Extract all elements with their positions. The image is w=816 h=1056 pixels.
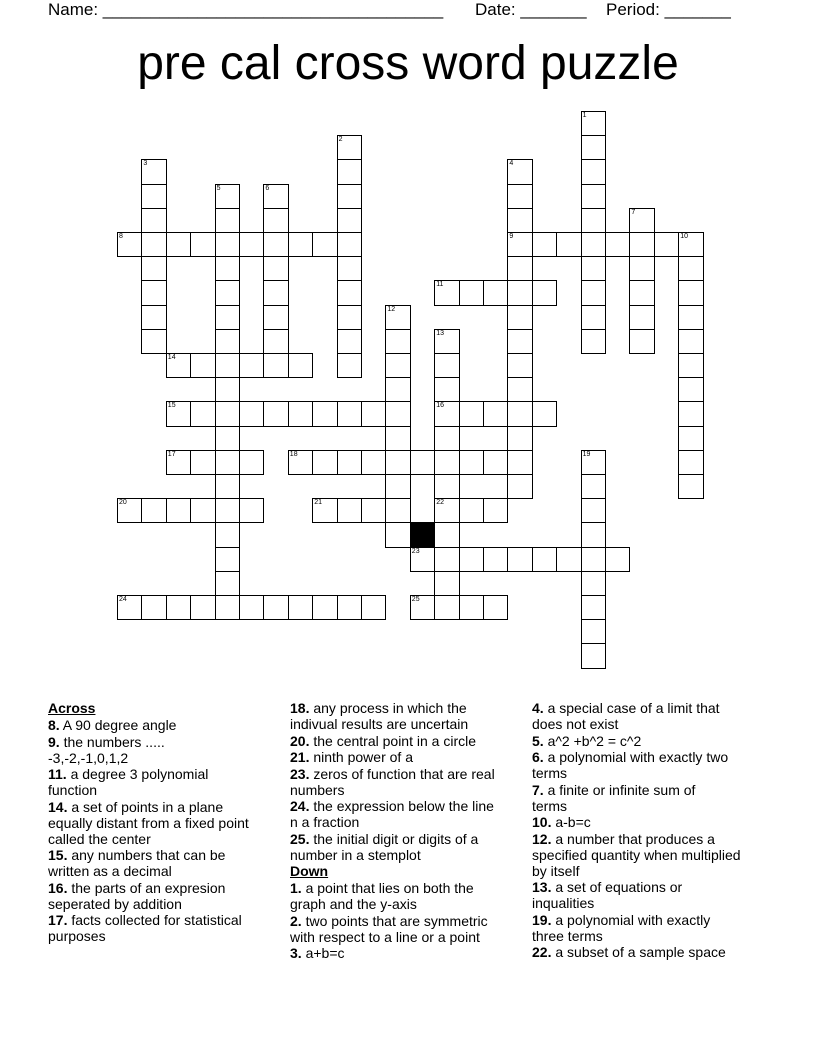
grid-cell[interactable] (361, 498, 386, 523)
clue-item (48, 734, 278, 766)
clue-number-label: 6 (265, 184, 270, 192)
grid-cell[interactable] (532, 232, 557, 257)
clue-item (532, 944, 772, 960)
grid-cell[interactable] (605, 232, 630, 257)
grid-cell[interactable] (312, 232, 337, 257)
grid-cell[interactable] (507, 401, 532, 426)
grid-cell[interactable] (385, 329, 410, 354)
grid-cell[interactable] (507, 280, 532, 305)
grid-cell[interactable] (337, 353, 362, 378)
clue-number-label: 23 (411, 547, 420, 555)
grid-cell[interactable] (215, 474, 240, 499)
grid-cell[interactable] (629, 280, 654, 305)
grid-cell[interactable] (459, 498, 484, 523)
grid-cell[interactable] (581, 305, 606, 330)
grid-cell[interactable] (410, 450, 435, 475)
grid-cell[interactable] (434, 571, 459, 596)
clue-number: 25. (290, 830, 310, 847)
clue-number-label: 12 (387, 305, 396, 313)
clue-number-label: 1 (582, 112, 587, 119)
clue-number-label: 25 (411, 596, 420, 603)
grid-cell[interactable] (507, 377, 532, 402)
grid-cell[interactable] (263, 184, 288, 209)
clue-text: any numbers that can be written as a decimal (48, 847, 226, 879)
grid-cell[interactable] (385, 450, 410, 475)
clue-text: a point that lies on both the graph and the y-axis (290, 880, 474, 912)
clue-number-label: 15 (167, 402, 176, 410)
grid-cell[interactable] (581, 498, 606, 523)
clue-number-label: 8 (119, 233, 123, 240)
grid-cell[interactable] (337, 305, 362, 330)
clues-column-2 (290, 700, 520, 962)
clue-number: 11. (48, 766, 67, 782)
grid-cell[interactable] (434, 522, 459, 547)
grid-cell[interactable] (581, 184, 606, 209)
grid-cell[interactable] (507, 159, 532, 184)
clue-item (290, 913, 520, 945)
grid-cell[interactable] (215, 571, 240, 596)
grid-cell[interactable] (312, 595, 337, 620)
grid-cell[interactable] (166, 450, 191, 475)
grid-cell[interactable] (629, 305, 654, 330)
grid-cell[interactable] (215, 208, 240, 233)
grid-cell[interactable] (190, 450, 215, 475)
grid-cell[interactable] (239, 595, 264, 620)
grid-cell[interactable] (459, 280, 484, 305)
clue-item (290, 880, 520, 912)
grid-cell[interactable] (337, 159, 362, 184)
clue-text: a set of equations or inqualities (532, 879, 683, 911)
grid-cell[interactable] (507, 184, 532, 209)
grid-cell[interactable] (459, 547, 484, 572)
clue-number: 16. (48, 879, 68, 896)
clue-number: 22. (532, 944, 552, 960)
clue-number: 3. (290, 945, 302, 961)
grid-cell[interactable] (263, 329, 288, 354)
clue-number-label: 2 (338, 136, 343, 144)
grid-cell[interactable] (312, 498, 337, 523)
clue-item (290, 831, 520, 863)
clue-number-label: 9 (509, 233, 514, 240)
clue-number-label: 11 (436, 281, 444, 289)
grid-cell[interactable] (288, 232, 313, 257)
grid-cell[interactable] (141, 280, 166, 305)
grid-cell[interactable] (483, 498, 508, 523)
clue-number-label: 21 (314, 499, 322, 507)
grid-cell[interactable] (337, 232, 362, 257)
clue-number-label: 5 (216, 184, 221, 192)
grid-cell[interactable] (288, 450, 313, 475)
grid-cell[interactable] (410, 547, 435, 572)
grid-cell[interactable] (337, 184, 362, 209)
grid-cell[interactable] (215, 280, 240, 305)
clue-item (532, 831, 772, 879)
clue-text: a-b=c (551, 814, 591, 830)
grid-cell[interactable] (215, 401, 240, 426)
grid-cell[interactable] (629, 329, 654, 354)
grid-cell[interactable] (556, 547, 581, 572)
clue-item (48, 766, 278, 798)
grid-cell[interactable] (239, 232, 264, 257)
grid-cell[interactable] (337, 256, 362, 281)
clue-number-label: 10 (680, 233, 688, 240)
grid-cell[interactable] (215, 547, 240, 572)
grid-cell[interactable] (385, 377, 410, 402)
clue-item (532, 782, 772, 814)
clue-item (48, 912, 278, 944)
grid-cell[interactable] (434, 377, 459, 402)
grid-cell[interactable] (385, 522, 410, 547)
grid-cell[interactable] (263, 353, 288, 378)
grid-cell[interactable] (337, 498, 362, 523)
grid-cell[interactable] (312, 450, 337, 475)
grid-cell[interactable] (141, 159, 166, 184)
grid-cell[interactable] (483, 547, 508, 572)
grid-cell[interactable] (337, 135, 362, 160)
grid-cell[interactable] (361, 401, 386, 426)
clue-text: the parts of an expresion seperated by addition (48, 879, 226, 912)
clue-number-label: 19 (582, 450, 591, 458)
grid-cell[interactable] (459, 401, 484, 426)
clue-number: 2. (290, 912, 302, 929)
grid-cell[interactable] (507, 450, 532, 475)
clue-number: 20. (290, 732, 310, 749)
grid-cell[interactable] (581, 232, 606, 257)
grid-cell[interactable] (507, 232, 532, 257)
clue-text: A 90 degree angle (59, 717, 177, 733)
clues-column-1 (48, 700, 278, 945)
grid-cell[interactable] (678, 401, 703, 426)
grid-cell[interactable] (190, 595, 215, 620)
grid-cell[interactable] (166, 595, 191, 620)
clue-item (532, 749, 772, 781)
grid-cell[interactable] (581, 135, 606, 160)
grid-cell[interactable] (385, 474, 410, 499)
grid-cell[interactable] (288, 595, 313, 620)
grid-cell[interactable] (678, 450, 703, 475)
grid-cell[interactable] (483, 595, 508, 620)
clue-text: the central point in a circle (309, 732, 476, 749)
clue-text: a special case of a limit that does not exist (532, 700, 720, 732)
grid-cell[interactable] (215, 377, 240, 402)
clue-item (290, 749, 520, 765)
clue-number: 8. (48, 717, 60, 733)
grid-cell[interactable] (483, 401, 508, 426)
grid-cell[interactable] (434, 329, 459, 354)
grid-cell[interactable] (263, 401, 288, 426)
down-heading: Down (290, 863, 329, 879)
grid-cell[interactable] (239, 401, 264, 426)
grid-cell[interactable] (507, 426, 532, 451)
clue-text: the numbers ..... -3,-2,-1,0,1,2 (48, 733, 165, 766)
grid-cell[interactable] (337, 595, 362, 620)
clue-number-label: 4 (509, 160, 514, 168)
grid-cell[interactable] (678, 256, 703, 281)
grid-cell[interactable] (434, 401, 459, 426)
clue-number-label: 3 (143, 160, 148, 168)
clue-text: a subset of a sample space (551, 944, 726, 960)
clue-text: a set of points in a plane equally distant from a fixed point called the center (48, 798, 249, 847)
clue-number: 10. (532, 814, 552, 830)
clue-number: 9. (48, 733, 60, 750)
clue-item (48, 717, 278, 733)
clue-item (48, 847, 278, 879)
clue-number-label: 22 (436, 499, 444, 507)
clue-number: 13. (532, 879, 552, 895)
clue-number-label: 20 (119, 499, 127, 507)
grid-cell[interactable] (215, 256, 240, 281)
clue-number: 18. (290, 700, 310, 716)
grid-cell[interactable] (141, 498, 166, 523)
grid-cell[interactable] (263, 232, 288, 257)
clue-item (532, 700, 772, 732)
clue-number: 24. (290, 798, 310, 814)
clue-text: two points that are symmetric with respect to a line or a point (290, 912, 488, 945)
grid-cell[interactable] (312, 401, 337, 426)
grid-cell[interactable] (361, 595, 386, 620)
clue-item (532, 814, 772, 830)
grid-cell[interactable] (581, 256, 606, 281)
grid-cell[interactable] (190, 498, 215, 523)
grid-cell[interactable] (678, 377, 703, 402)
grid-cell[interactable] (581, 522, 606, 547)
clue-item (290, 733, 520, 749)
clue-item (48, 799, 278, 847)
grid-cell[interactable] (678, 305, 703, 330)
grid-cell[interactable] (215, 353, 240, 378)
clue-number: 15. (48, 847, 68, 863)
grid-cell[interactable] (581, 571, 606, 596)
grid-cell[interactable] (385, 401, 410, 426)
grid-cell[interactable] (215, 522, 240, 547)
grid-cell[interactable] (629, 208, 654, 233)
grid-cell[interactable] (483, 450, 508, 475)
grid-cell[interactable] (678, 329, 703, 354)
grid-cell[interactable] (678, 426, 703, 451)
grid-cell[interactable] (410, 595, 435, 620)
date-field[interactable]: Date: _______ (475, 0, 587, 19)
grid-cell[interactable] (288, 401, 313, 426)
grid-cell[interactable] (166, 498, 191, 523)
clue-text: a polynomial with exactly three terms (532, 911, 711, 944)
clue-text: a polynomial with exactly two terms (532, 749, 729, 781)
grid-cell[interactable] (459, 595, 484, 620)
grid-cell[interactable] (337, 280, 362, 305)
grid-cell[interactable] (678, 232, 703, 257)
clue-number: 6. (532, 749, 544, 765)
clue-number-label: 18 (289, 450, 298, 458)
clue-number: 23. (290, 765, 310, 782)
grid-cell[interactable] (507, 256, 532, 281)
grid-cell[interactable] (141, 256, 166, 281)
grid-cell[interactable] (483, 280, 508, 305)
clues-column-3 (532, 700, 772, 961)
grid-cell[interactable] (385, 353, 410, 378)
clue-number: 4. (532, 700, 544, 716)
grid-cell[interactable] (581, 619, 606, 644)
grid-cell[interactable] (532, 280, 557, 305)
clue-item (532, 733, 772, 749)
grid-cell[interactable] (581, 450, 606, 475)
across-heading: Across (48, 700, 96, 716)
clue-number: 1. (290, 880, 302, 896)
grid-cell[interactable] (141, 208, 166, 233)
grid-cell[interactable] (581, 595, 606, 620)
clue-number: 12. (532, 830, 552, 847)
clue-text: zeros of function that are real numbers (290, 765, 495, 798)
grid-cell[interactable] (141, 329, 166, 354)
black-square (410, 522, 435, 547)
clue-number-label: 16 (436, 402, 444, 410)
grid-cell[interactable] (117, 232, 142, 257)
grid-cell[interactable] (678, 474, 703, 499)
grid-cell[interactable] (263, 595, 288, 620)
clue-text: a finite or infinite sum of terms (532, 781, 696, 814)
grid-cell[interactable] (117, 498, 142, 523)
clue-number: 14. (48, 798, 68, 815)
clue-number: 19. (532, 911, 552, 928)
grid-cell[interactable] (215, 329, 240, 354)
clue-item (290, 700, 520, 732)
clue-number: 5. (532, 732, 544, 749)
grid-cell[interactable] (215, 184, 240, 209)
grid-cell[interactable] (629, 232, 654, 257)
grid-cell[interactable] (263, 280, 288, 305)
grid-cell[interactable] (190, 232, 215, 257)
clue-number-label: 7 (631, 208, 636, 216)
clue-item (532, 879, 772, 911)
grid-cell[interactable] (434, 547, 459, 572)
clue-number: 17. (48, 912, 68, 928)
grid-cell[interactable] (434, 450, 459, 475)
grid-cell[interactable] (141, 232, 166, 257)
grid-cell[interactable] (385, 305, 410, 330)
grid-cell[interactable] (190, 401, 215, 426)
grid-cell[interactable] (507, 547, 532, 572)
grid-cell[interactable] (629, 256, 654, 281)
clue-number-label: 14 (167, 354, 176, 361)
grid-cell[interactable] (434, 474, 459, 499)
across-clue-list (48, 717, 278, 944)
clue-text: the expression below the line n a fraction (290, 798, 494, 830)
clue-item (290, 766, 520, 798)
grid-cell[interactable] (385, 498, 410, 523)
grid-cell[interactable] (434, 280, 459, 305)
clue-text: any process in which the indivual results are uncertain (290, 700, 469, 732)
grid-cell[interactable] (556, 232, 581, 257)
grid-cell[interactable] (581, 111, 606, 136)
grid-cell[interactable] (581, 280, 606, 305)
grid-cell[interactable] (507, 353, 532, 378)
grid-cell[interactable] (654, 232, 679, 257)
grid-cell[interactable] (532, 547, 557, 572)
grid-cell[interactable] (581, 208, 606, 233)
grid-cell[interactable] (507, 474, 532, 499)
grid-cell[interactable] (263, 208, 288, 233)
clue-item (48, 880, 278, 912)
clue-text: a degree 3 polynomial function (48, 766, 209, 798)
clue-item (290, 798, 520, 830)
clue-text: a number that produces a specified quantity when multiplied by itself (532, 830, 741, 879)
grid-cell[interactable] (263, 256, 288, 281)
grid-cell[interactable] (190, 353, 215, 378)
clue-item (290, 945, 520, 961)
grid-cell[interactable] (215, 232, 240, 257)
grid-cell[interactable] (678, 280, 703, 305)
grid-cell[interactable] (166, 401, 191, 426)
grid-cell[interactable] (263, 305, 288, 330)
grid-cell[interactable] (215, 498, 240, 523)
grid-cell[interactable] (117, 595, 142, 620)
clue-number-label: 13 (436, 329, 444, 337)
clue-text: ninth power of a (309, 749, 413, 765)
clue-number: 7. (532, 781, 544, 798)
grid-cell[interactable] (166, 353, 191, 378)
grid-cell[interactable] (337, 450, 362, 475)
grid-cell[interactable] (459, 450, 484, 475)
grid-cell[interactable] (215, 426, 240, 451)
grid-cell[interactable] (166, 232, 191, 257)
puzzle-title: pre cal cross word puzzle (137, 37, 679, 90)
clue-number: 21. (290, 749, 310, 765)
grid-cell[interactable] (434, 595, 459, 620)
grid-cell[interactable] (581, 159, 606, 184)
grid-cell[interactable] (215, 305, 240, 330)
clue-number-label: 24 (119, 596, 127, 603)
clue-text: facts collected for statistical purposes (48, 912, 242, 944)
clue-text: the initial digit or digits of a number in a stemplot (290, 830, 479, 863)
grid-cell[interactable] (337, 208, 362, 233)
grid-cell[interactable] (239, 353, 264, 378)
name-field[interactable]: Name: ____________________________________ (48, 0, 444, 19)
grid-cell[interactable] (141, 595, 166, 620)
down-clue-list-continued (532, 700, 772, 960)
grid-cell[interactable] (507, 305, 532, 330)
grid-cell[interactable] (239, 498, 264, 523)
clue-text: a+b=c (301, 945, 345, 961)
grid-cell[interactable] (434, 426, 459, 451)
grid-cell[interactable] (141, 305, 166, 330)
grid-cell[interactable] (532, 401, 557, 426)
period-field[interactable]: Period: _______ (606, 0, 731, 19)
grid-cell[interactable] (239, 450, 264, 475)
grid-cell[interactable] (507, 208, 532, 233)
down-clue-list (290, 880, 520, 961)
grid-cell[interactable] (581, 329, 606, 354)
grid-cell[interactable] (337, 329, 362, 354)
grid-cell[interactable] (288, 353, 313, 378)
grid-cell[interactable] (434, 353, 459, 378)
clue-text: a^2 +b^2 = c^2 (543, 732, 642, 749)
grid-cell[interactable] (215, 450, 240, 475)
across-clue-list-continued (290, 700, 520, 863)
grid-cell[interactable] (337, 401, 362, 426)
grid-cell[interactable] (361, 450, 386, 475)
grid-cell[interactable] (581, 474, 606, 499)
grid-cell[interactable] (605, 547, 630, 572)
clue-item (532, 912, 772, 944)
grid-cell[interactable] (434, 498, 459, 523)
grid-cell[interactable] (215, 595, 240, 620)
grid-cell[interactable] (141, 184, 166, 209)
grid-cell[interactable] (385, 426, 410, 451)
clue-number-label: 17 (167, 450, 176, 458)
grid-cell[interactable] (678, 353, 703, 378)
grid-cell[interactable] (581, 643, 606, 668)
grid-cell[interactable] (581, 547, 606, 572)
grid-cell[interactable] (507, 329, 532, 354)
